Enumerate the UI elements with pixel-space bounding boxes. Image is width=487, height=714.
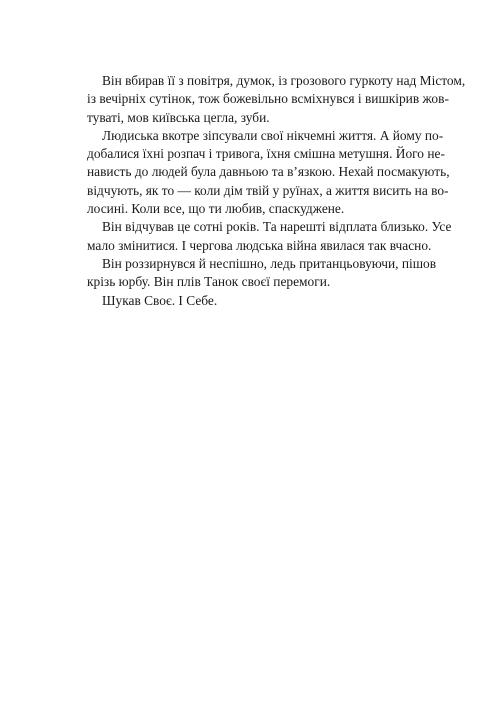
text-line: туваті, мов київська цегла, зуби.: [87, 109, 270, 125]
paragraph-4: [87, 255, 437, 292]
paragraph-3: [87, 218, 452, 255]
text-line: нависть до людей була давньою та в’язкою. Нехай посмакують,: [87, 164, 450, 180]
text-line: Він роззирнувся й неспішно, ледь пританцьовуючи, пішов: [102, 255, 437, 271]
text-line: відчують, як то — коли дім твій у руїнах, а життя висить на во-: [87, 182, 449, 198]
text-line: Людиська вкотре зіпсували свої нікчемні життя. А йому по-: [102, 127, 444, 143]
text-line: лосині. Коли все, що ти любив, спаскуджене.: [87, 201, 345, 217]
text-line: крізь юрбу. Він плів Танок своєї перемоги.: [87, 274, 331, 290]
text-line: Він відчував це сотні років. Та нарешті відплата близько. Усе: [102, 219, 452, 235]
paragraph-1: [87, 72, 466, 127]
text-line: Шукав Своє. І Себе.: [102, 292, 218, 308]
text-line: мало змінитися. І чергова людська війна явилася так вчасно.: [87, 237, 432, 253]
text-line: із вечірніх сутінок, тож божевільно всміхнувся і вишкірив жов-: [87, 91, 449, 107]
text-line: Він вбирав її з повітря, думок, із грозового гуркоту над Містом,: [102, 73, 466, 88]
paragraph-2: [87, 127, 450, 218]
text-line: добалися їхні розпач і тривога, їхня смішна метушня. Його не-: [87, 146, 445, 162]
paragraph-5: [87, 292, 425, 310]
body-text: [87, 72, 466, 310]
